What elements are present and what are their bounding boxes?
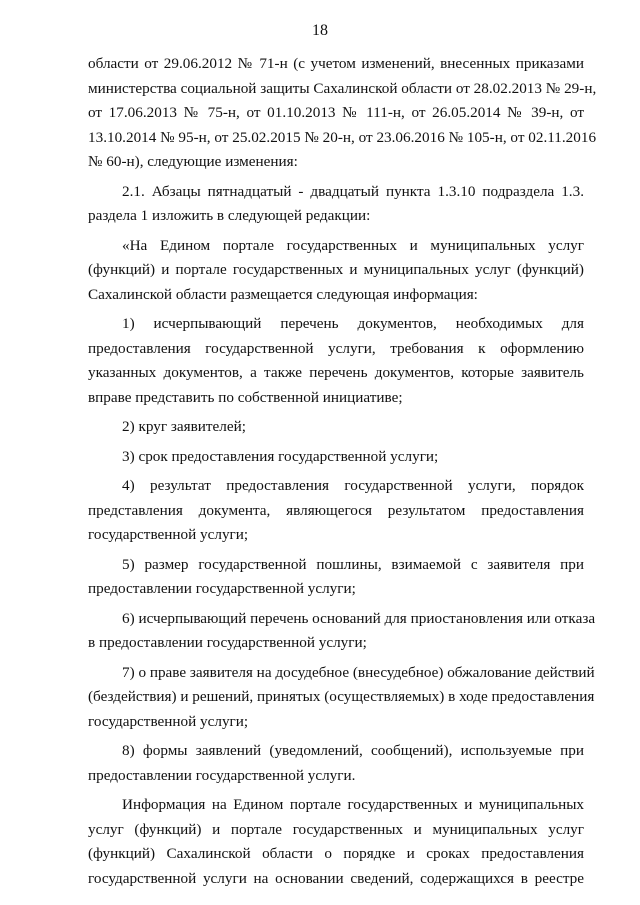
text-line: области от 29.06.2012 № 71-н (с учетом изменений, внесенных приказами: [88, 55, 584, 72]
text-line: 1) исчерпывающий перечень документов, необходимых для: [122, 315, 584, 332]
list-item: [88, 661, 595, 735]
text-line: 2.1. Абзацы пятнадцатый - двадцатый пункта 1.3.10 подраздела 1.3.: [122, 182, 584, 200]
text-line: 2) круг заявителей;: [122, 418, 246, 435]
document-body: [88, 52, 597, 891]
list-item: [88, 739, 584, 788]
text-line: 13.10.2014 № 95-н, от 25.02.2015 № 20-н, от 23.06.2016 № 105-н, от 02.11.2016: [88, 128, 597, 146]
list-item: [88, 415, 584, 440]
text-line: от 17.06.2013 № 75-н, от 01.10.2013 № 111-н, от 26.05.2014 № 39-н, от: [88, 104, 584, 121]
text-line: вправе представить по собственной инициативе;: [88, 388, 403, 406]
paragraph: [88, 52, 597, 175]
list-item: [88, 553, 584, 602]
text-line: министерства социальной защиты Сахалинской области от 28.02.2013 № 29-н,: [88, 79, 597, 97]
text-line: предоставлении государственной услуги.: [88, 766, 356, 784]
text-line: раздела 1 изложить в следующей редакции:: [88, 207, 371, 224]
list-item: [88, 445, 584, 470]
text-line: (бездействия) и решений, принятых (осуществляемых) в ходе предоставления: [88, 688, 595, 705]
paragraph: [88, 793, 584, 891]
text-line: 8) формы заявлений (уведомлений, сообщений), используемые при: [122, 742, 584, 759]
text-line: Сахалинской области размещается следующая информация:: [88, 285, 478, 303]
text-line: государственной услуги;: [88, 712, 249, 730]
text-line: представления документа, являющегося результатом предоставления: [88, 501, 584, 519]
text-line: предоставлении государственной услуги;: [88, 580, 356, 597]
page-number: 18: [312, 22, 328, 39]
text-line: государственной услуги на основании сведений, содержащихся в реестре: [88, 869, 584, 887]
paragraph: [88, 234, 584, 308]
text-line: (функций) и портале государственных и муниципальных услуг (функций): [88, 261, 584, 278]
list-item: [88, 607, 596, 656]
paragraph: [88, 180, 584, 229]
text-line: 4) результат предоставления государственной услуги, порядок: [122, 477, 584, 494]
text-line: в предоставлении государственной услуги;: [88, 634, 367, 651]
text-line: 6) исчерпывающий перечень оснований для приостановления или отказа: [122, 609, 596, 627]
text-line: предоставления государственной услуги, требования к оформлению: [88, 339, 584, 357]
text-line: указанных документов, а также перечень документов, которые заявитель: [88, 364, 584, 381]
text-line: 5) размер государственной пошлины, взимаемой с заявителя при: [122, 555, 584, 573]
text-line: «На Едином портале государственных и муниципальных услуг: [122, 236, 584, 254]
text-line: 7) о праве заявителя на досудебное (внесудебное) обжалование действий: [122, 663, 595, 681]
text-line: (функций) Сахалинской области о порядке и сроках предоставления: [88, 845, 584, 862]
text-line: Информация на Едином портале государственных и муниципальных: [122, 796, 584, 813]
text-line: услуг (функций) и портале государственных и муниципальных услуг: [88, 820, 584, 838]
list-item: [88, 312, 584, 410]
list-item: [88, 474, 584, 548]
text-line: государственной услуги;: [88, 526, 249, 543]
text-line: 3) срок предоставления государственной услуги;: [122, 447, 439, 465]
text-line: № 60-н), следующие изменения:: [88, 153, 298, 170]
